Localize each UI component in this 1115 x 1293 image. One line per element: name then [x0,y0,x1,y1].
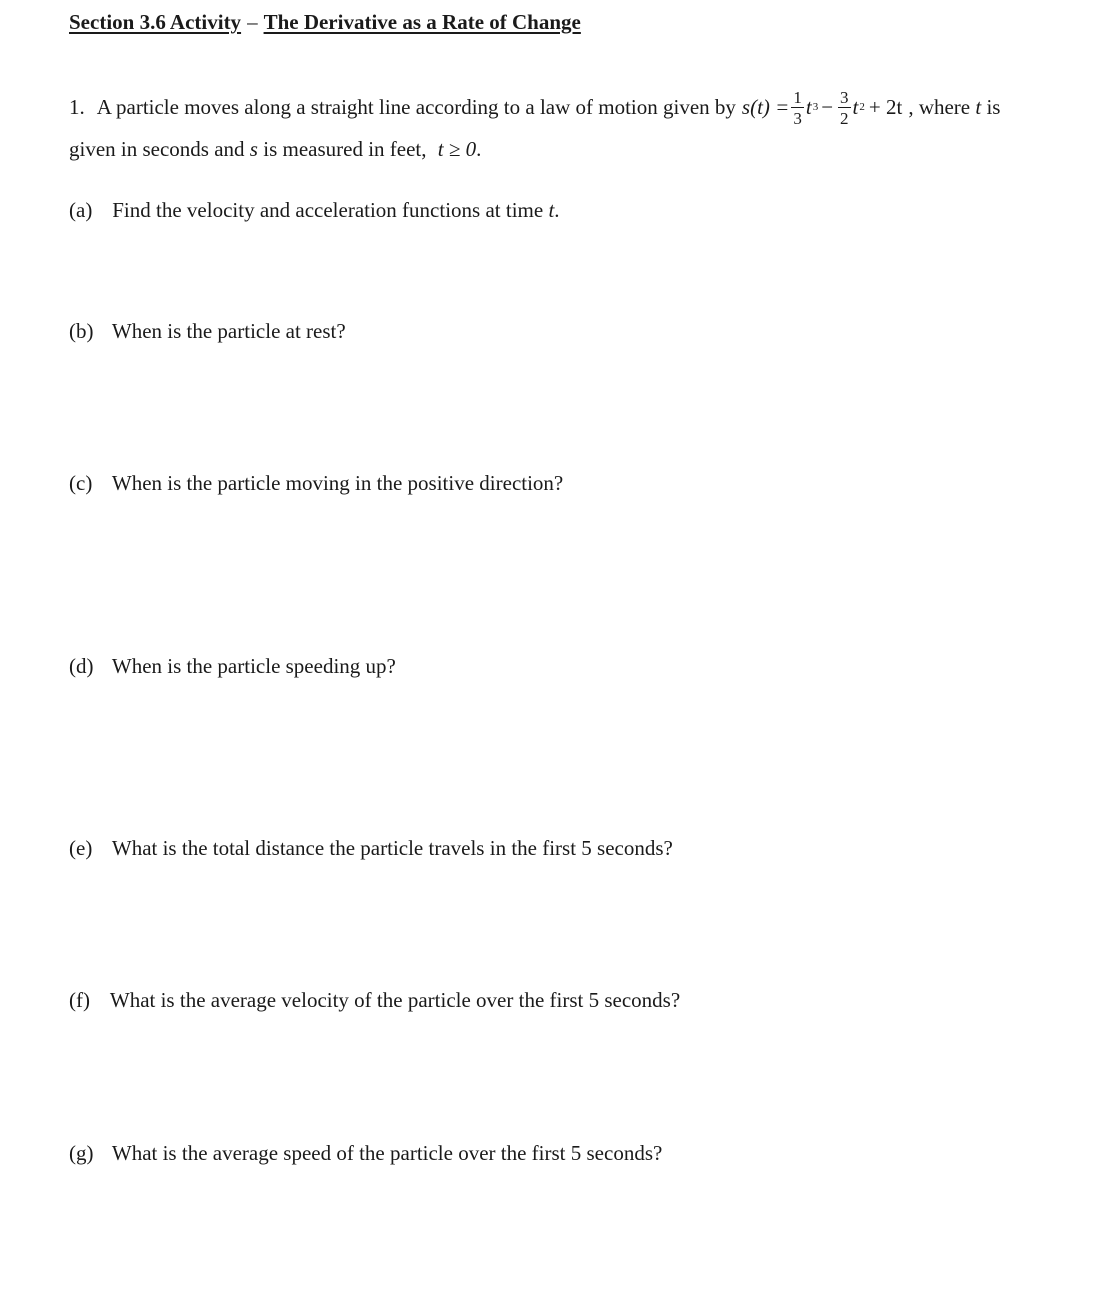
frac2-denominator: 2 [840,109,849,128]
time-condition: t ≥ 0 [437,137,477,161]
question-text: When is the particle moving in the positive direction? [111,471,564,495]
line2-period: . [476,137,482,161]
equation-lhs: s(t) = [741,94,790,119]
section-dash: – [247,10,258,34]
equation-exp2: 2 [859,101,865,113]
section-label: Section 3.6 Activity [69,10,242,34]
question-label: (c) [69,471,93,495]
section-title: The Derivative as a Rate of Change [263,10,581,34]
problem-t-var: t [975,94,982,119]
question-label: (d) [69,654,94,678]
fraction-one-third [791,89,804,127]
question-a [69,198,560,223]
equation-minus: − [821,94,834,119]
s-var: s [249,137,258,161]
problem-text-before: A particle moves along a straight line according to a law of motion given by [96,94,736,119]
question-end: . [554,198,560,222]
question-g [69,1141,662,1166]
position-equation [742,88,902,126]
question-e [69,836,673,861]
equation-exp1: 3 [812,101,819,113]
question-text: Find the velocity and acceleration functions at time [112,198,544,222]
line2-before: given in seconds and [69,137,245,161]
section-heading [69,10,581,35]
problem-number: 1. [69,94,85,119]
problem-text-is: is [986,94,1001,119]
question-f [69,988,680,1013]
question-label: (a) [69,198,93,222]
question-text: What is the total distance the particle travels in the first 5 seconds? [111,836,673,860]
equation-tail: + 2t [868,94,903,119]
fraction-three-halves [838,89,851,127]
frac1-denominator: 3 [793,109,802,128]
line2-after: is measured in feet, [263,137,427,161]
question-var: t [548,198,555,222]
question-d [69,654,396,679]
equation-var1: t [805,94,812,119]
question-label: (b) [69,319,94,343]
question-text: What is the average speed of the particle over the first 5 seconds? [111,1141,663,1165]
question-text: When is the particle speeding up? [111,654,396,678]
frac2-numerator: 3 [840,88,849,107]
question-label: (f) [69,988,90,1012]
question-c [69,471,563,496]
question-text: When is the particle at rest? [111,319,346,343]
problem-statement-line-2 [69,137,481,162]
frac1-numerator: 1 [793,88,802,107]
problem-text-after: , where [908,94,971,119]
question-b [69,319,346,344]
problem-statement-line-1 [69,88,1000,126]
equation-var2: t [852,94,859,119]
question-label: (e) [69,836,93,860]
question-text: What is the average velocity of the particle over the first 5 seconds? [109,988,681,1012]
question-label: (g) [69,1141,94,1165]
